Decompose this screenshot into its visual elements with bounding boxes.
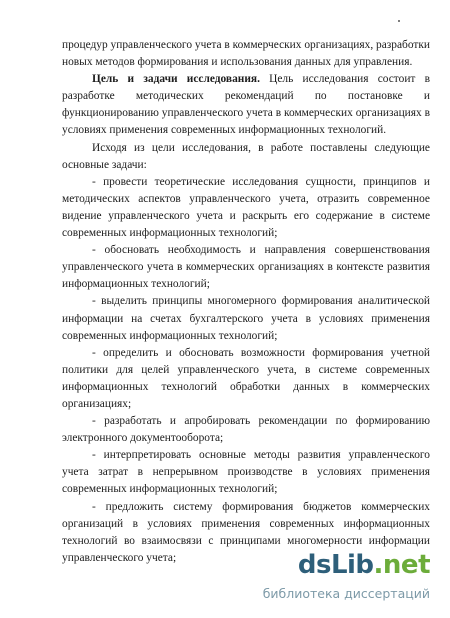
page-mark	[398, 20, 400, 22]
watermark-logo	[298, 550, 430, 580]
task-item: - определить и обосновать возможности формирования учетной политики для целей управленческого учета, в системе современных информационных технологий обработки данных в коммерческих организациях;	[62, 346, 430, 410]
task-item: - предложить систему формирования бюджетов коммерческих организаций в условиях применения современных информационных технологий во взаимосвязи с принципами многомерности информации управленческого учета;	[62, 500, 430, 564]
watermark-logo-main: dsLib	[297, 550, 374, 580]
watermark	[246, 550, 436, 608]
task-item: - разработать и апробировать рекомендации по формированию электронного документооборота;	[62, 415, 430, 445]
goal-text: Цель исследования состоит в разработке методических рекомендаций по постановке и функционированию управленческого учета в коммерческих организациях в условиях применения современных информационных технологий.	[62, 73, 430, 137]
task-item: - провести теоретические исследования сущности, принципов и методических аспектов управленческого учета, отразить современное видение управленческого учета и раскрыть его содержание в системе современных информационных технологий;	[62, 175, 430, 240]
goal-heading: Цель и задачи исследования.	[92, 73, 260, 86]
paragraph-tasks-intro: Исходя из цели исследования, в работе поставлены следующие основные задачи:	[62, 141, 430, 171]
document-body	[62, 37, 430, 567]
watermark-subtitle: библиотека диссертаций	[262, 586, 430, 601]
watermark-logo-suffix: .net	[373, 550, 430, 580]
task-item: - выделить принципы многомерного формирования аналитической информации на счетах бухгалтерского учета в условиях применения современных информационных технологий;	[62, 295, 430, 342]
paragraph-intro: процедур управленческого учета в коммерческих организациях, разработки новых методов формирования и использования данных для управления.	[62, 39, 430, 69]
task-item: - интерпретировать основные методы развития управленческого учета затрат в непрерывном производстве в условиях применения современных информационных технологий;	[62, 449, 430, 496]
task-item: - обосновать необходимость и направления совершенствования управленческого учета в коммерческих организациях в контексте развития информационных технологий;	[62, 244, 430, 291]
paragraph-goal	[62, 71, 430, 139]
